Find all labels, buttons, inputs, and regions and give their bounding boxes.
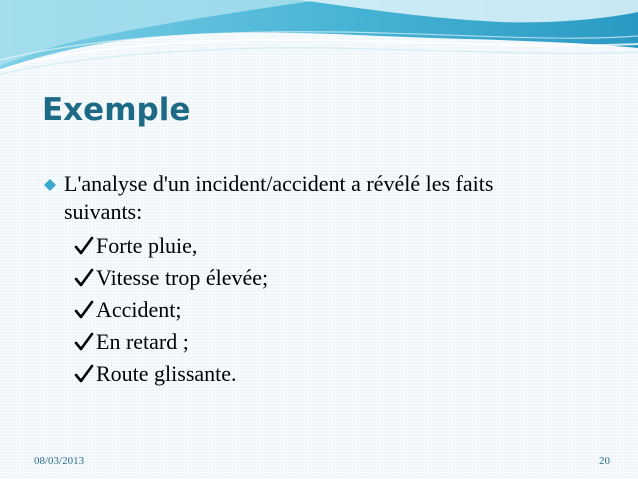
- checklist-item-label: Vitesse trop élevée;: [96, 265, 269, 290]
- checklist-item: [74, 358, 564, 390]
- checklist: [44, 230, 564, 390]
- checkmark-icon: [74, 363, 94, 385]
- checkmark-icon: [74, 331, 94, 353]
- checklist-item-label: Accident;: [96, 297, 182, 322]
- main-bullet-text: L'analyse d'un incident/accident a révélé les faits suivants:: [64, 171, 494, 224]
- main-bullet: [44, 170, 564, 226]
- checklist-item: [74, 262, 564, 294]
- header-wave-decoration: [0, 0, 638, 80]
- checkmark-icon: [74, 267, 94, 289]
- checklist-item-label: Route glissante.: [96, 361, 237, 386]
- footer-page-number: 20: [599, 455, 610, 467]
- checklist-item: [74, 326, 564, 358]
- slide-body: [44, 170, 564, 390]
- checklist-item-label: Forte pluie,: [96, 233, 198, 258]
- checkmark-icon: [74, 235, 94, 257]
- diamond-bullet-icon: [44, 170, 64, 198]
- checkmark-icon: [74, 299, 94, 321]
- checklist-item: [74, 230, 564, 262]
- checklist-item: [74, 294, 564, 326]
- checklist-item-label: En retard ;: [96, 329, 189, 354]
- footer-date: 08/03/2013: [34, 455, 85, 467]
- slide-title: Exemple: [42, 92, 191, 128]
